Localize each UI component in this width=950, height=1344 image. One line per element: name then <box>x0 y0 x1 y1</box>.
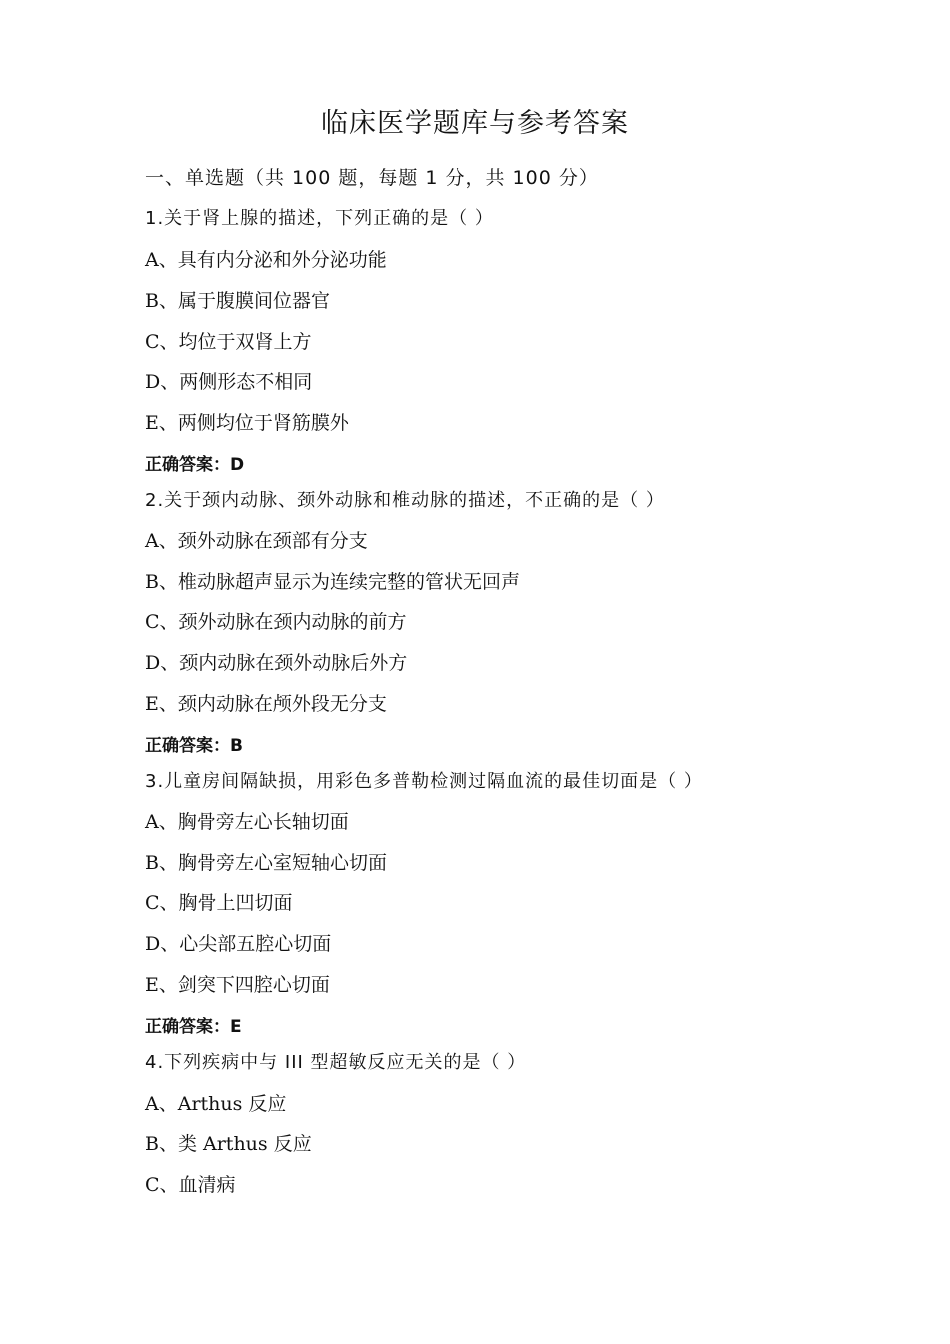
question-4-option-c: C、血清病 <box>145 1174 236 1196</box>
question-2-option-a: A、颈外动脉在颈部有分支 <box>145 530 368 552</box>
question-1-option-a: A、具有内分泌和外分泌功能 <box>145 249 387 271</box>
question-3-option-c: C、胸骨上凹切面 <box>145 892 293 914</box>
question-4-stem: 4.下列疾病中与 III 型超敏反应无关的是（ ） <box>145 1052 527 1073</box>
question-1-option-e: E、两侧均位于肾筋膜外 <box>145 412 349 434</box>
question-2-option-b: B、椎动脉超声显示为连续完整的管状无回声 <box>145 571 520 593</box>
question-3-answer: 正确答案：E <box>145 1017 242 1037</box>
question-3-option-d: D、心尖部五腔心切面 <box>145 933 332 955</box>
document-title: 临床医学题库与参考答案 <box>321 108 629 139</box>
question-1-option-c: C、均位于双肾上方 <box>145 331 312 353</box>
question-1-option-d: D、两侧形态不相同 <box>145 371 313 393</box>
question-2-option-e: E、颈内动脉在颅外段无分支 <box>145 693 387 715</box>
section-heading: 一、单选题（共 100 题，每题 1 分，共 100 分） <box>145 167 599 189</box>
question-3-option-b: B、胸骨旁左心室短轴心切面 <box>145 852 387 874</box>
question-2-answer: 正确答案：B <box>145 736 243 756</box>
question-2-option-d: D、颈内动脉在颈外动脉后外方 <box>145 652 408 674</box>
question-4-option-b: B、类 Arthus 反应 <box>145 1133 312 1155</box>
question-4-option-a: A、Arthus 反应 <box>145 1093 287 1115</box>
question-1-stem: 1.关于肾上腺的描述，下列正确的是（ ） <box>145 208 494 229</box>
question-3-option-a: A、胸骨旁左心长轴切面 <box>145 811 349 833</box>
question-1-answer: 正确答案：D <box>145 455 245 475</box>
question-3-stem: 3.儿童房间隔缺损，用彩色多普勒检测过隔血流的最佳切面是（ ） <box>145 771 703 792</box>
question-2-stem: 2.关于颈内动脉、颈外动脉和椎动脉的描述，不正确的是（ ） <box>145 490 665 511</box>
question-2-option-c: C、颈外动脉在颈内动脉的前方 <box>145 611 407 633</box>
question-1-option-b: B、属于腹膜间位器官 <box>145 290 330 312</box>
question-3-option-e: E、剑突下四腔心切面 <box>145 974 330 996</box>
